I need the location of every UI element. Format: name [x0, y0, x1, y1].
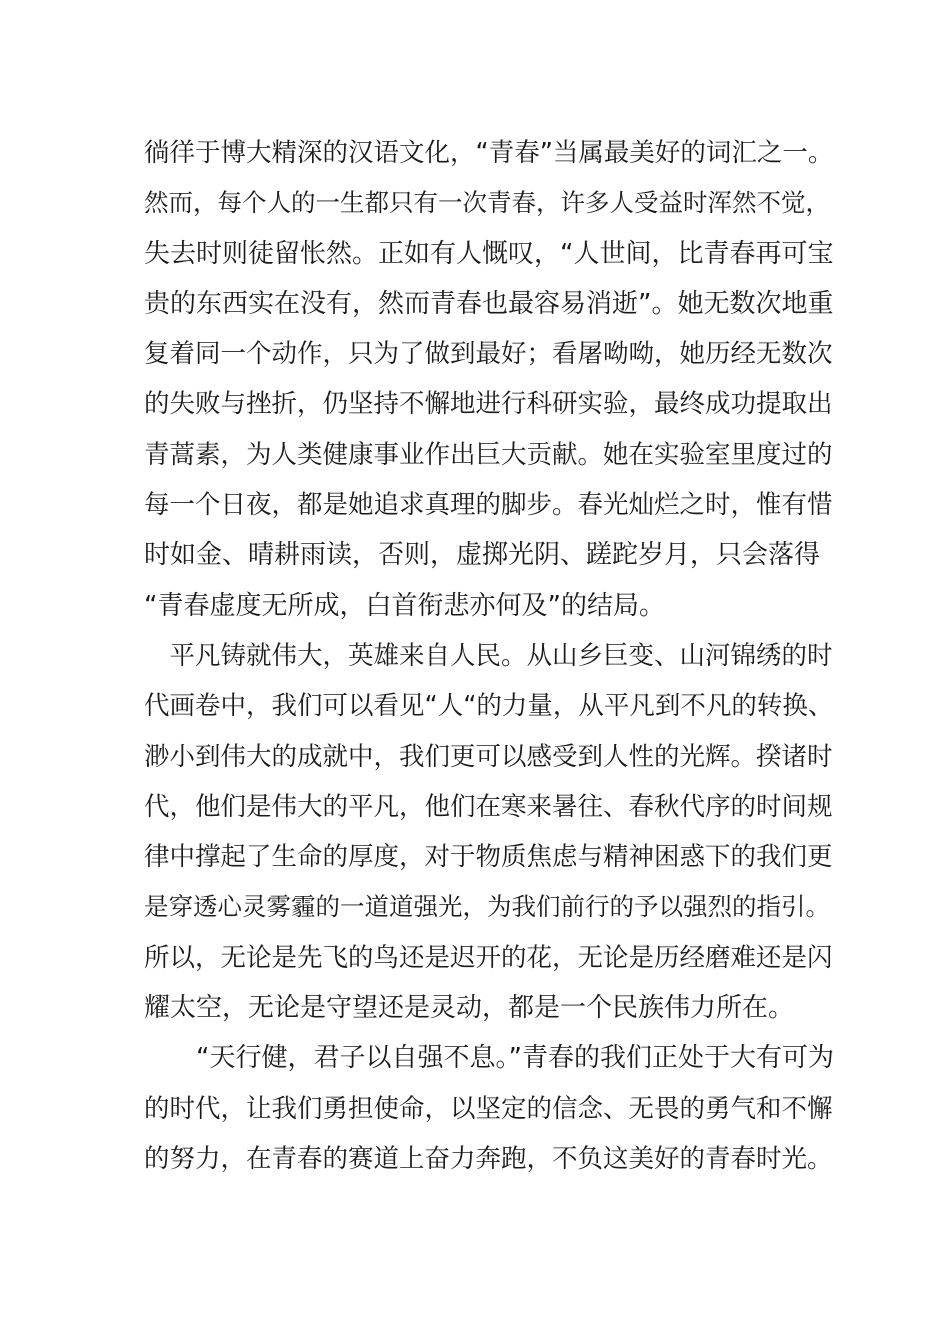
text-line: 所以，无论是先飞的鸟还是迟开的花，无论是历经磨难还是闪	[144, 942, 833, 973]
text-line: 贵的东西实在没有，然而青春也最容易消逝”。她无数次地重	[144, 288, 834, 319]
text-line: 时如金、晴耕雨读，否则，虚掷光阴、蹉跎岁月，只会落得	[144, 540, 821, 571]
text-line: 代画卷中，我们可以看见“人“的力量，从平凡到不凡的转换、	[144, 691, 834, 722]
text-line: 是穿透心灵雾霾的一道道强光，为我们前行的予以强烈的指引。	[144, 892, 830, 922]
text-line: 然而，每个人的一生都只有一次青春，许多人受益时浑然不觉，	[144, 188, 830, 218]
essay-text	[144, 128, 834, 1184]
text-line: 平凡铸就伟大，英雄来自人民。从山乡巨变、山河锦绣的时	[144, 640, 833, 671]
text-line: 的失败与挫折，仍坚持不懈地进行科研实验，最终成功提取出	[144, 389, 833, 420]
text-line: 徜徉于博大精深的汉语文化，“青春”当属最美好的词汇之一。	[144, 138, 834, 168]
text-line: 代，他们是伟大的平凡，他们在寒来暑往、春秋代序的时间规	[144, 791, 833, 822]
text-line: 渺小到伟大的成就中，我们更可以感受到人性的光辉。揆诸时	[144, 741, 833, 772]
text-line: 青蒿素，为人类健康事业作出巨大贡献。她在实验室里度过的	[144, 439, 833, 470]
text-line: “青春虚度无所成，白首衔悲亦何及”的结局。	[144, 590, 665, 621]
text-line: 失去时则徒留怅然。正如有人慨叹，“人世间，比青春再可宝	[144, 238, 834, 269]
text-line: 耀太空，无论是守望还是灵动，都是一个民族伟力所在。	[144, 993, 795, 1024]
text-line: 复着同一个动作，只为了做到最好；看屠呦呦，她历经无数次	[144, 339, 833, 370]
text-line: 的努力，在青春的赛道上奋力奔跑，不负这美好的青春时光。	[144, 1143, 833, 1174]
text-line: “天行健，君子以自强不息。”青春的我们正处于大有可为	[144, 1043, 834, 1074]
text-line: 的时代，让我们勇担使命，以坚定的信念、无畏的勇气和不懈	[144, 1093, 833, 1124]
text-line: 每一个日夜，都是她追求真理的脚步。春光灿烂之时，惟有惜	[144, 490, 833, 521]
text-line: 律中撑起了生命的厚度，对于物质焦虑与精神困惑下的我们更	[144, 842, 833, 873]
